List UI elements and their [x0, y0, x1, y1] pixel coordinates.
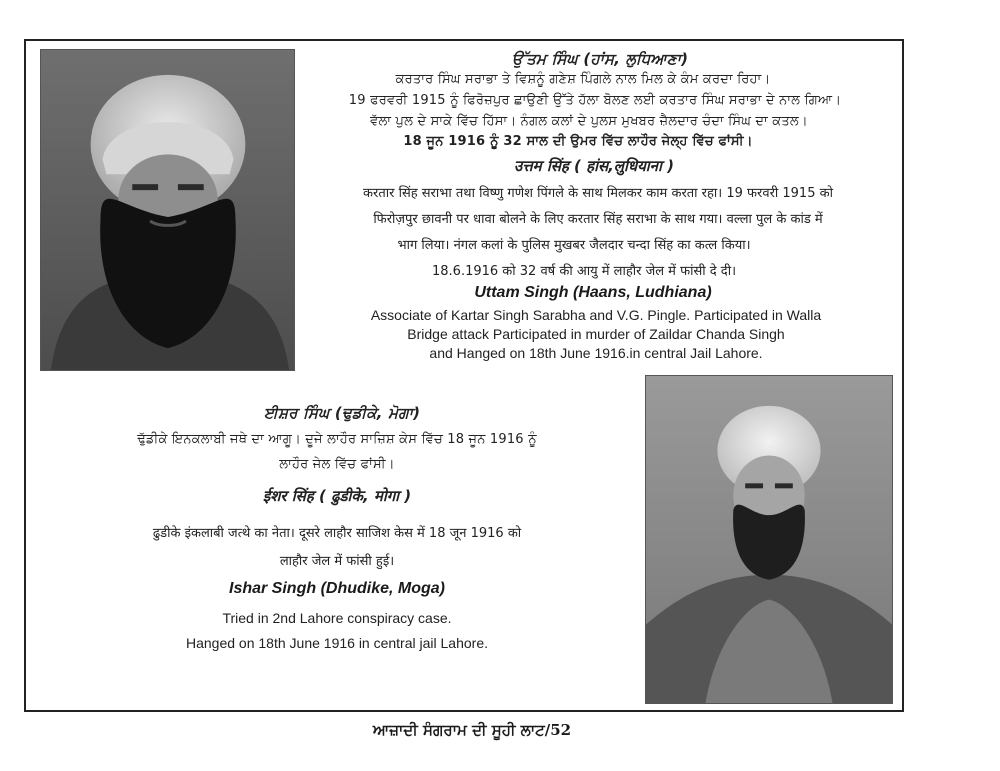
- ishar-hindi-line-2: लाहौर जेल में फांसी हुई।: [279, 554, 395, 569]
- portrait-ishar-singh: [645, 375, 893, 704]
- uttam-punjabi-line-1: ਕਰਤਾਰ ਸਿੰਘ ਸਰਾਭਾ ਤੇ ਵਿਸ਼ਨੂੰ ਗਣੇਸ਼ ਪਿੰਗਲੇ ਨਾਲ ਮਿਲ ਕੇ ਕੰਮ ਕਰਦਾ ਰਿਹਾ।: [395, 72, 771, 87]
- ishar-punjabi-line-2: ਲਾਹੌਰ ਜੇਲ ਵਿੱਚ ਫਾਂਸੀ।: [279, 457, 395, 472]
- uttam-punjabi-title: ਉੱਤਮ ਸਿੰਘ (ਹਾਂਸ, ਲੁਧਿਆਣਾ): [511, 50, 689, 68]
- uttam-hindi-line-3: भाग लिया। नंगल कलां के पुलिस मुखबर जैलदार चन्दा सिंह का कत्ल किया।: [397, 238, 751, 253]
- uttam-punjabi-bold-line: 18 ਜੂਨ 1916 ਨੂੰ 32 ਸਾਲ ਦੀ ਉਮਰ ਵਿੱਚ ਲਾਹੌਰ ਜੇਲ੍ਹ ਵਿੱਚ ਫਾਂਸੀ।: [403, 134, 753, 149]
- uttam-punjabi-line-2: 19 ਫਰਵਰੀ 1915 ਨੂੰ ਫਿਰੋਜ਼ਪੁਰ ਛਾਉਣੀ ਉੱਤੇ ਹੱਲਾ ਬੋਲਣ ਲਈ ਕਰਤਾਰ ਸਿੰਘ ਸਰਾਭਾ ਦੇ ਨਾਲ ਗਿਆ।: [348, 93, 842, 108]
- uttam-hindi-line-2: फिरोज़पुर छावनी पर धावा बोलने के लिए करतार सिंह सराभा के साथ गया। वल्ला पुल के कांड में: [373, 212, 823, 227]
- uttam-english-line-1: Associate of Kartar Singh Sarabha and V.G. Pingle. Participated in Walla: [370, 307, 822, 323]
- ishar-english-title: Ishar Singh (Dhudike, Moga): [228, 580, 446, 597]
- ishar-hindi-line-1: ढुडीके इंकलाबी जत्थे का नेता। दूसरे लाहौर साजिश केस में 18 जून 1916 को: [152, 526, 522, 541]
- ishar-english-line-1: Tried in 2nd Lahore conspiracy case.: [222, 610, 452, 626]
- ishar-punjabi-title: ਈਸ਼ਰ ਸਿੰਘ (ਢੁਡੀਕੇ, ਮੋਗਾ): [263, 404, 421, 422]
- ishar-punjabi-line-1: ਢੁੱਡੀਕੇ ਇਨਕਲਾਬੀ ਜਥੇ ਦਾ ਆਗੂ। ਦੂਜੇ ਲਾਹੌਰ ਸਾਜ਼ਿਸ਼ ਕੇਸ ਵਿੱਚ 18 ਜੂਨ 1916 ਨੂੰ: [137, 432, 537, 447]
- uttam-hindi-line-4: 18.6.1916 को 32 वर्ष की आयु में लाहौर जेल में फांसी दे दी।: [432, 264, 736, 279]
- page-footer: ਆਜ਼ਾਦੀ ਸੰਗਰਾਮ ਦੀ ਸੂਹੀ ਲਾਟ/52: [372, 721, 572, 739]
- uttam-hindi-line-1: करतार सिंह सराभा तथा विष्णु गणेश पिंगले के साथ मिलकर काम करता रहा। 19 फरवरी 1915 को: [363, 186, 833, 201]
- uttam-english-line-3: and Hanged on 18th June 1916.in central Jail Lahore.: [429, 345, 763, 361]
- uttam-english-line-2: Bridge attack Participated in murder of Zaildar Chanda Singh: [407, 326, 785, 342]
- portrait-uttam-singh: [40, 49, 295, 371]
- uttam-punjabi-line-3: ਵੱਲਾ ਪੁਲ ਦੇ ਸਾਕੇ ਵਿੱਚ ਹਿੱਸਾ। ਨੰਗਲ ਕਲਾਂ ਦੇ ਪੁਲਸ ਮੁਖਬਰ ਜ਼ੈਲਦਾਰ ਚੰਦਾ ਸਿੰਘ ਦਾ ਕਤਲ।: [370, 114, 808, 129]
- uttam-english-title: Uttam Singh (Haans, Ludhiana): [474, 284, 712, 301]
- ishar-english-line-2: Hanged on 18th June 1916 in central jail Lahore.: [186, 635, 488, 651]
- uttam-hindi-title: उत्तम सिंह ( हांस,लुधियाना ): [514, 157, 674, 175]
- ishar-hindi-title: ईशर सिंह ( ढुडीके, मोगा ): [262, 487, 412, 505]
